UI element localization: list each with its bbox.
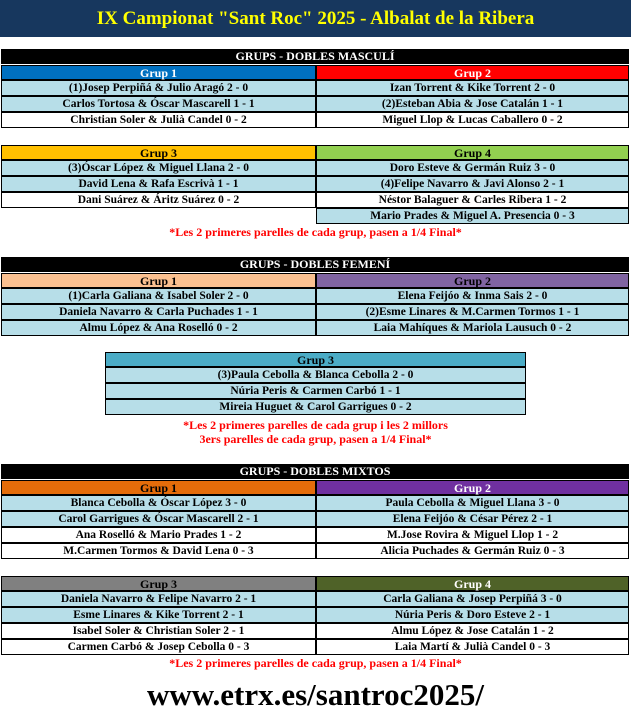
pair-row: Elena Feijóo & César Pérez 2 - 1 — [316, 511, 629, 527]
pair-row: Daniela Navarro & Felipe Navarro 2 - 1 — [1, 591, 316, 607]
pair-row: Mario Prades & Miguel A. Presencia 0 - 3 — [316, 208, 629, 224]
pair-row: Laia Mahíques & Mariola Lausuch 0 - 2 — [316, 320, 629, 336]
group-header-mix-2: Grup 2 — [316, 480, 629, 495]
pair-row: (1)Josep Perpiñá & Julio Aragó 2 - 0 — [1, 80, 316, 96]
pair-row: Blanca Cebolla & Óscar López 3 - 0 — [1, 495, 316, 511]
pair-row: (3)Óscar López & Miguel Llana 2 - 0 — [1, 160, 316, 176]
pair-row: Paula Cebolla & Miguel Llana 3 - 0 — [316, 495, 629, 511]
pair-row: Christian Soler & Julià Candel 0 - 2 — [1, 112, 316, 128]
section-heading-masculi: GRUPS - DOBLES MASCULÍ — [1, 49, 629, 64]
qualification-note-line2: 3ers parelles de cada grup, pasen a 1/4 Final* — [199, 432, 432, 446]
pair-row: Elena Feijóo & Inma Sais 2 - 0 — [316, 288, 629, 304]
pair-row: Almu López & Ana Roselló 0 - 2 — [1, 320, 316, 336]
group-header-fem-1: Grup 1 — [1, 273, 316, 288]
pair-row: Miguel Llop & Lucas Caballero 0 - 2 — [316, 112, 629, 128]
pair-row: Alicia Puchades & Germán Ruiz 0 - 3 — [316, 543, 629, 559]
group-header-masc-2: Grup 2 — [316, 65, 629, 80]
pair-row: Isabel Soler & Christian Soler 2 - 1 — [1, 623, 316, 639]
qualification-note: *Les 2 primeres parelles de cada grup, pasen a 1/4 Final* — [169, 656, 462, 670]
section-heading-femeni: GRUPS - DOBLES FEMENÍ — [1, 257, 629, 272]
group-header-masc-3: Grup 3 — [1, 145, 316, 160]
pair-row: Carol Garrigues & Óscar Mascarell 2 - 1 — [1, 511, 316, 527]
pair-row: David Lena & Rafa Escrivà 1 - 1 — [1, 176, 316, 192]
pair-row: M.Carmen Tormos & David Lena 0 - 3 — [1, 543, 316, 559]
pair-row: Núria Peris & Carmen Carbó 1 - 1 — [105, 383, 526, 399]
website-url[interactable]: www.etrx.es/santroc2025/ — [147, 677, 484, 712]
pair-row: Néstor Balaguer & Carles Ribera 1 - 2 — [316, 192, 629, 208]
pair-row: Laia Martí & Julià Candel 0 - 3 — [316, 639, 629, 655]
pair-row: Doro Esteve & Germán Ruiz 3 - 0 — [316, 160, 629, 176]
section-heading-mixtos: GRUPS - DOBLES MIXTOS — [1, 464, 629, 479]
pair-row: Ana Roselló & Mario Prades 1 - 2 — [1, 527, 316, 543]
group-header-mix-1: Grup 1 — [1, 480, 316, 495]
pair-row: Carlos Tortosa & Óscar Mascarell 1 - 1 — [1, 96, 316, 112]
pair-row: Izan Torrent & Kike Torrent 2 - 0 — [316, 80, 629, 96]
pair-row: (2)Esteban Abia & Jose Catalán 1 - 1 — [316, 96, 629, 112]
page-title: IX Campionat "Sant Roc" 2025 - Albalat de la Ribera — [0, 0, 631, 37]
pair-row: Carla Galiana & Josep Perpiñá 3 - 0 — [316, 591, 629, 607]
pair-row: Núria Peris & Doro Esteve 2 - 1 — [316, 607, 629, 623]
pair-row: (1)Carla Galiana & Isabel Soler 2 - 0 — [1, 288, 316, 304]
group-header-fem-3: Grup 3 — [105, 352, 526, 367]
qualification-note: *Les 2 primeres parelles de cada grup, pasen a 1/4 Final* — [169, 225, 462, 239]
pair-row: Almu López & Jose Catalán 1 - 2 — [316, 623, 629, 639]
qualification-note-line1: *Les 2 primeres parelles de cada grup i les 2 millors — [183, 418, 448, 432]
group-header-fem-2: Grup 2 — [316, 273, 629, 288]
pair-row: Mireia Huguet & Carol Garrigues 0 - 2 — [105, 399, 526, 415]
group-header-mix-4: Grup 4 — [316, 576, 629, 591]
group-header-masc-1: Grup 1 — [1, 65, 316, 80]
pair-row: M.Jose Rovira & Miguel Llop 1 - 2 — [316, 527, 629, 543]
pair-row: (3)Paula Cebolla & Blanca Cebolla 2 - 0 — [105, 367, 526, 383]
pair-row: (2)Esme Linares & M.Carmen Tormos 1 - 1 — [316, 304, 629, 320]
pair-row: Daniela Navarro & Carla Puchades 1 - 1 — [1, 304, 316, 320]
pair-row: Carmen Carbó & Josep Cebolla 0 - 3 — [1, 639, 316, 655]
group-header-masc-4: Grup 4 — [316, 145, 629, 160]
group-header-mix-3: Grup 3 — [1, 576, 316, 591]
pair-row: Esme Linares & Kike Torrent 2 - 1 — [1, 607, 316, 623]
pair-row: (4)Felipe Navarro & Javi Alonso 2 - 1 — [316, 176, 629, 192]
pair-row: Dani Suárez & Áritz Suárez 0 - 2 — [1, 192, 316, 208]
